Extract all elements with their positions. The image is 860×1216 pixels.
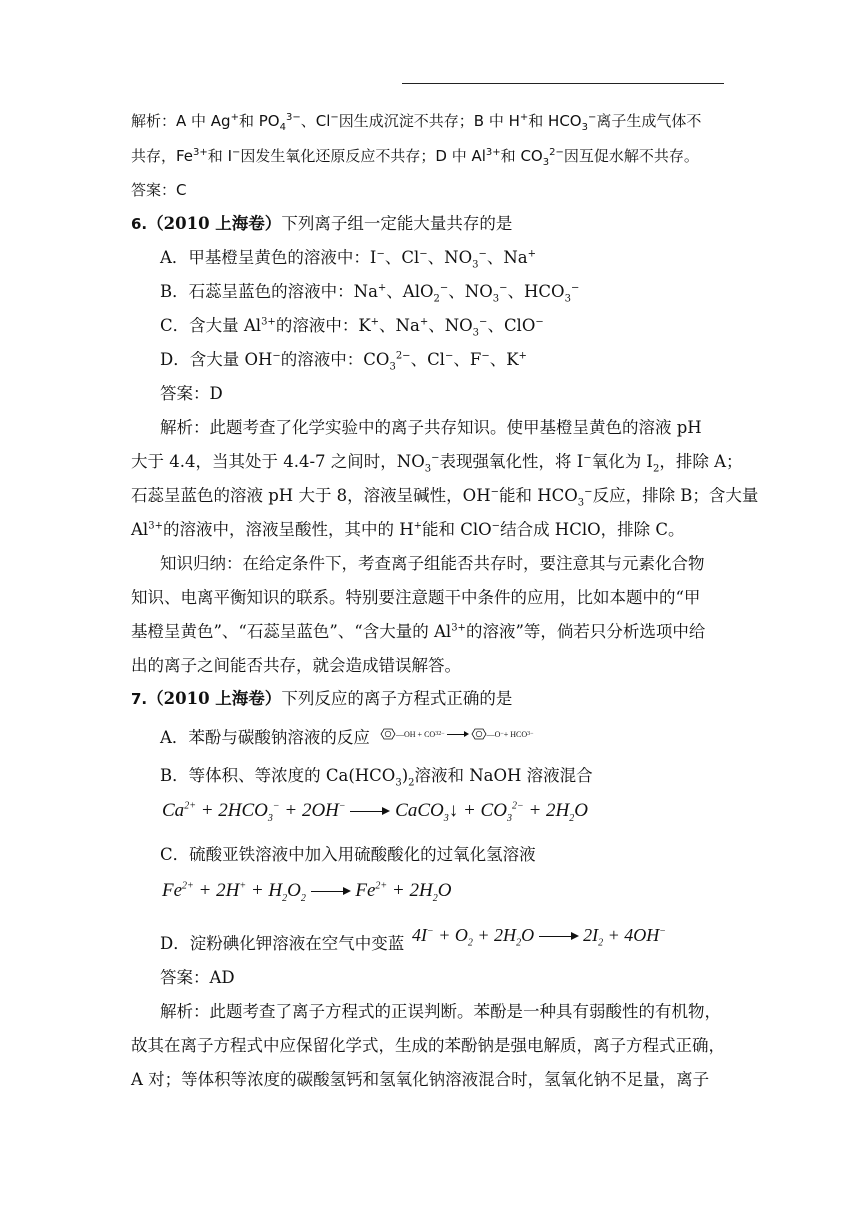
q6-summary-3: 基橙呈黄色”、“石蕊呈蓝色”、“含大量的 $Al^{3+}$的溶液”等，倘若只分析选项中给: [131, 622, 706, 641]
analysis5-answer: 答案：C: [131, 181, 187, 199]
q7-option-d: D．淀粉碘化钾溶液在空气中变蓝: [160, 934, 405, 953]
equation-b: $Ca^{2+} + 2HCO_3^- + 2OH^-$ CaCO$_3$↓ + $CO_3^{2-} + 2H_2O$: [162, 800, 588, 824]
q6-option-b: B．石蕊呈蓝色的溶液中：Na+、AlO$_2$−、$NO_3^-$、$HCO_3^-$: [160, 282, 580, 305]
q7-explanation-3: A 对；等体积等浓度的碳酸氢钙和氢氧化钠溶液混合时，氢氧化钠不足量，离子: [131, 1070, 710, 1089]
q7-explanation-2: 故其在离子方程式中应保留化学式，生成的苯酚钠是强电解质，离子方程式正确，: [131, 1036, 725, 1055]
q6-summary-4: 出的离子之间能否共存，就会造成错误解答。: [131, 656, 461, 675]
q6-summary-1: 知识归纳：在给定条件下，考查离子组能否共存时，要注意其与元素化合物: [160, 554, 705, 573]
reaction-arrow-icon: [311, 887, 351, 897]
q7-option-b: B．等体积、等浓度的 $Ca(HCO_3)_2$溶液和 NaOH 溶液混合: [160, 766, 593, 789]
q6-explanation-2: 大于 4.4，当其处于 4.4-7 之间时，$NO_3^-$表现强氧化性，将 I−氧化为 $I_2$，排除 A；: [131, 452, 743, 475]
q6-explanation-1: 解析：此题考查了化学实验中的离子共存知识。使甲基橙呈黄色的溶液 pH: [160, 418, 702, 437]
q7-option-a: A．苯酚与碳酸钠溶液的反应: [160, 728, 370, 747]
phenol-equation: — OH + CO 3 2− — O − + HCO 3 −: [380, 726, 534, 742]
q6-answer: 答案：D: [160, 384, 223, 403]
analysis5-line2: 共存，$Fe^{3+}$和 I−因发生氧化还原反应不共存；D 中 $Al^{3+}$和 $CO_3^{2-}$因互促水解不共存。: [131, 147, 699, 168]
header-rule: [402, 83, 724, 84]
q6-explanation-3: 石蕊呈蓝色的溶液 pH 大于 8，溶液呈碱性，OH−能和 $HCO_3^-$反应，排除 B；含大量: [131, 486, 759, 509]
reaction-arrow-icon: [539, 932, 579, 942]
equation-c: $Fe^{2+} + 2H^+ + H_2O_2$ $Fe^{2+} + 2H_2O$: [162, 880, 452, 904]
reaction-arrow-icon: [447, 731, 469, 737]
q6-option-c: C．含大量 $Al^{3+}$的溶液中：K+、Na+、$NO_3^-$、ClO−: [160, 316, 544, 339]
reaction-arrow-icon: [350, 807, 390, 817]
q6-summary-2: 知识、电离平衡知识的联系。特别要注意题干中条件的应用，比如本题中的“甲: [131, 588, 701, 607]
analysis5-line1: 解析：A 中 Ag+和 $PO_4^{3-}$、Cl−因生成沉淀不共存；B 中 H+和 $HCO_3^-$离子生成气体不: [131, 112, 702, 133]
q7-answer: 答案：AD: [160, 968, 235, 987]
q7-title: 7.（2010 上海卷）下列反应的离子方程式正确的是: [131, 689, 513, 708]
q6-title: 6.（2010 上海卷）下列离子组一定能大量共存的是: [131, 214, 513, 233]
q6-option-a: A．甲基橙呈黄色的溶液中：I−、Cl−、$NO_3^-$、Na+: [160, 248, 537, 271]
equation-d: $4I^- + O_2 + 2H_2O$ $2I_2 + 4OH^-$: [412, 925, 666, 949]
benzene-ring-icon: [380, 728, 396, 740]
q6-option-d: D．含大量 OH−的溶液中：$CO_3^{2-}$、Cl−、F−、K+: [160, 350, 527, 373]
q6-explanation-4: $Al^{3+}$的溶液中，溶液呈酸性，其中的 H+能和 ClO−结合成 HClO，排除 C。: [131, 520, 685, 539]
q7-option-c: C．硫酸亚铁溶液中加入用硫酸酸化的过氧化氢溶液: [160, 845, 536, 864]
q7-explanation-1: 解析：此题考查了离子方程式的正误判断。苯酚是一种具有弱酸性的有机物，: [160, 1002, 721, 1021]
benzene-ring-icon: [471, 728, 487, 740]
